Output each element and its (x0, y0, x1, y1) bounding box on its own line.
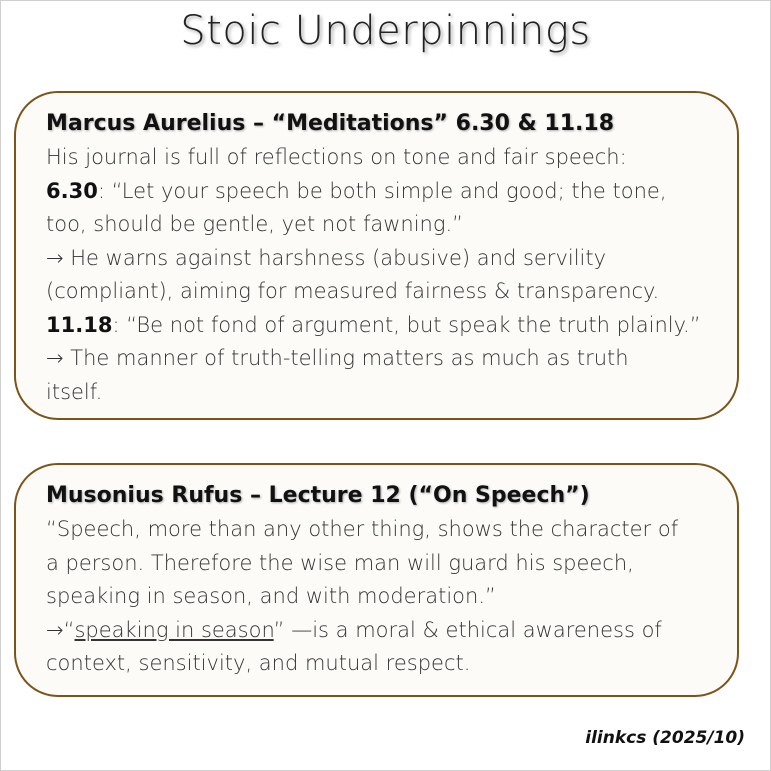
commentary-line: → He warns against harshness (abusive) and servility (46, 245, 607, 270)
commentary-line-2-cont: itself. (46, 379, 103, 404)
commentary-line-2: → The manner of truth-telling matters as much as truth (46, 346, 629, 370)
card-heading: Musonius Rufus – Lecture 12 (“On Speech”) (46, 483, 590, 508)
underlined-phrase: speaking in season (74, 617, 274, 642)
commentary-line-cont: context, sensitivity, and mutual respect. (46, 651, 471, 675)
marcus-aurelius-card (14, 91, 739, 420)
commentary-rest: ” —is a moral & ethical awareness of (273, 617, 662, 642)
reference-11-18: 11.18 (46, 312, 113, 337)
quote-text: : “Be not fond of argument, but speak the truth plainly.” (112, 312, 701, 337)
commentary-line-cont: (compliant), aiming for measured fairness & transparency. (46, 279, 660, 303)
quote-line: a person. Therefore the wise man will guard his speech, (46, 550, 634, 575)
quote-6-30-cont: too, should be gentle, yet not fawning.” (46, 212, 463, 236)
arrow-prefix: →“ (46, 617, 75, 642)
card-heading: Marcus Aurelius – “Meditations” 6.30 & 11.18 (46, 111, 615, 136)
reference-6-30: 6.30 (46, 178, 98, 203)
quote-11-18-line (46, 309, 723, 343)
intro-text: His journal is full of reflections on tone and fair speech: (46, 145, 627, 169)
quote-6-30-line (46, 175, 723, 209)
commentary-line (46, 614, 723, 648)
quote-line: speaking in season, and with moderation.” (46, 584, 496, 608)
page-title: Stoic Underpinnings (180, 8, 591, 54)
quote-text: : “Let your speech be both simple and good; the tone, (97, 178, 667, 203)
quote-line: “Speech, more than any other thing, shows the character of (46, 517, 679, 541)
musonius-rufus-card (14, 463, 739, 697)
author-credit: ilinkcs (2025/10) (585, 728, 745, 748)
